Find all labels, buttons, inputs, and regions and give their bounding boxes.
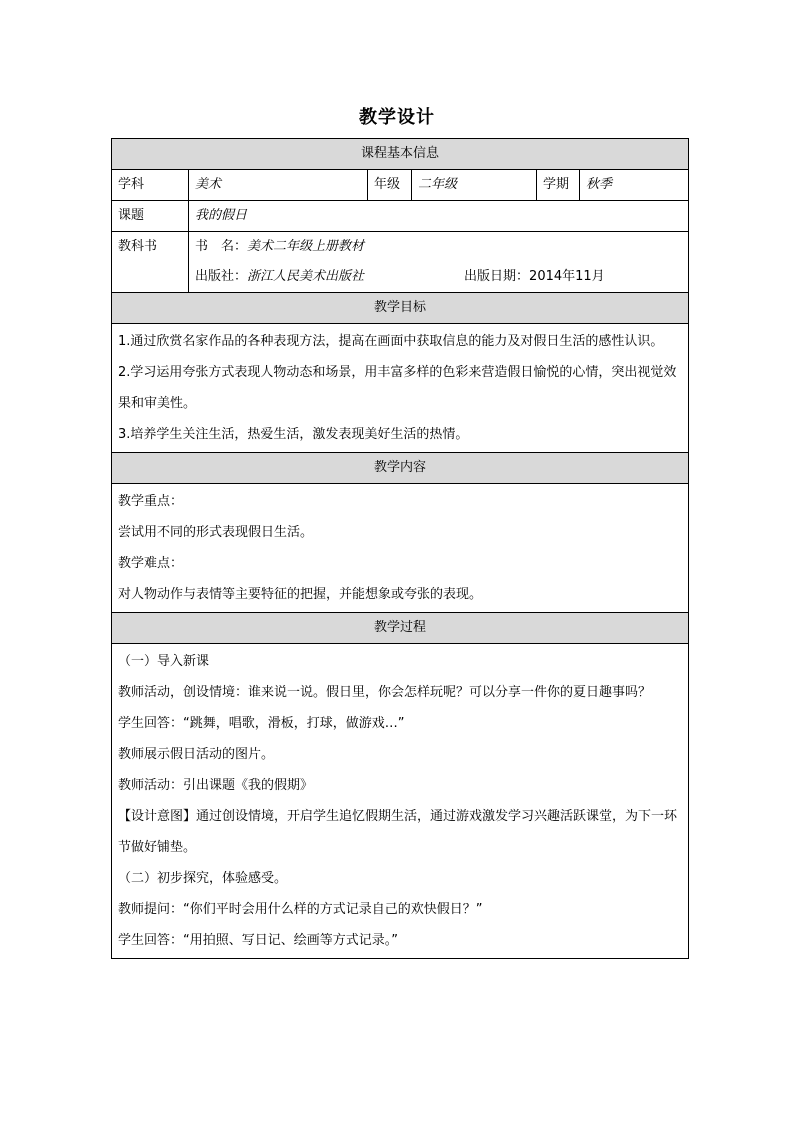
book-name-label: 书 名： [195,239,248,254]
process-line: 教师提问：“你们平时会用什么样的方式记录自己的欢快假日？” [118,902,483,917]
process-header: 教学过程 [112,613,689,644]
process-line: 教师展示假日活动的图片。 [118,747,275,762]
objectives-header: 教学目标 [112,293,689,324]
book-name-value: 美术二年级上册教材 [247,239,365,254]
content-line: 教学难点： [118,556,184,571]
pub-date-label: 出版日期： [464,269,530,284]
lesson-label: 课题 [112,201,189,232]
process-line: 【设计意图】通过创设情境，开启学生追忆假期生活，通过游戏激发学习兴趣活跃课堂，为下一环节做好铺垫。 [118,809,678,855]
content-body [112,484,689,613]
document-title: 教学设计 [359,107,435,128]
publisher-value: 浙江人民美术出版社 [247,269,365,284]
process-line: 教师活动，创设情境：谁来说一说。假日里，你会怎样玩呢？可以分享一件你的夏日趣事吗？ [118,685,652,700]
subject-value: 美术 [189,170,368,201]
grade-label: 年级 [368,170,412,201]
process-body [112,644,689,959]
subject-label: 学科 [112,170,189,201]
process-line: 学生回答：“跳舞，唱歌，滑板，打球，做游戏…” [118,716,405,731]
publisher-label: 出版社： [195,269,248,284]
process-line: （二）初步探究，体验感受。 [118,871,288,886]
objective-item: 1.通过欣赏名家作品的各种表现方法，提高在画面中获取信息的能力及对假日生活的感性认识。 [118,334,664,349]
objective-item: 3.培养学生关注生活，热爱生活，激发表现美好生活的热情。 [118,427,469,442]
objective-item: 2.学习运用夸张方式表现人物动态和场景，用丰富多样的色彩来营造假日愉悦的心情，突出视觉效果和审美性。 [118,365,677,411]
grade-value: 二年级 [412,170,537,201]
textbook-info [189,232,689,293]
lesson-plan-table [111,138,689,959]
textbook-label: 教科书 [112,232,189,293]
publisher-row [189,262,688,292]
content-line: 教学重点： [118,494,184,509]
basic-info-header: 课程基本信息 [112,139,689,170]
process-line: 教师活动：引出课题《我的假期》 [118,778,314,793]
term-value: 秋季 [580,170,689,201]
content-header: 教学内容 [112,453,689,484]
term-label: 学期 [537,170,580,201]
content-line: 对人物动作与表情等主要特征的把握，并能想象或夸张的表现。 [118,587,483,602]
objectives-body [112,324,689,453]
content-line: 尝试用不同的形式表现假日生活。 [118,525,314,540]
process-line: （一）导入新课 [118,654,210,669]
lesson-value: 我的假日 [189,201,689,232]
book-name-row [189,232,688,262]
pub-date-value: 2014年11月 [529,269,605,284]
process-line: 学生回答：“用拍照、写日记、绘画等方式记录。” [118,933,398,948]
